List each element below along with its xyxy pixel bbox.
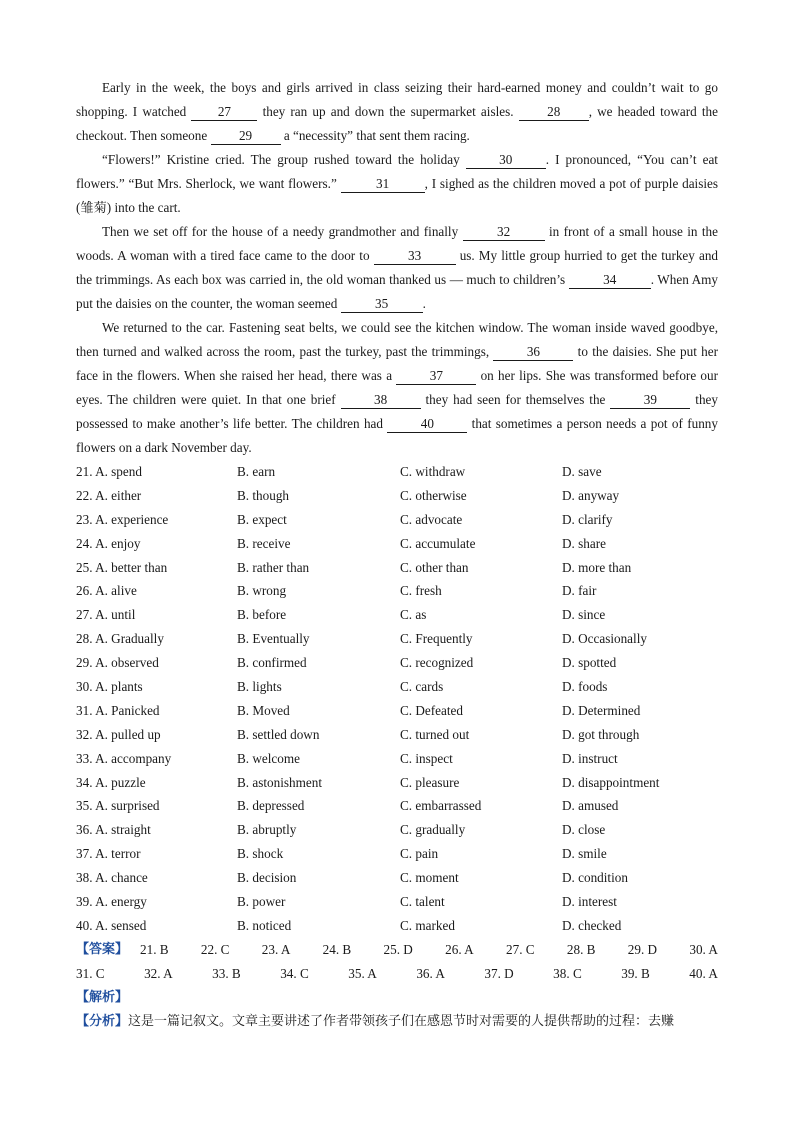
question-number: 23.	[76, 511, 93, 527]
question-row	[76, 866, 718, 890]
question-row	[76, 818, 718, 842]
answer-item: 37. D	[484, 965, 514, 981]
question-row	[76, 484, 718, 508]
passage-text: We returned to the car. Fastening seat belts, we could see the kitchen window. The woman inside waved goodbye, then turned and walked across the room, past the turkey, past the trimmings,	[76, 320, 718, 359]
option-d: D. smile	[562, 846, 607, 862]
option-b: B. lights	[237, 679, 282, 695]
passage-text: . I pronounced, “You can’t eat flowers.” “But Mrs. Sherlock, we want flowers.”	[76, 152, 718, 191]
option-c: C. Frequently	[400, 631, 473, 647]
option-b: B. noticed	[237, 917, 292, 933]
option-c: C. turned out	[400, 726, 470, 742]
blank-31: 31	[341, 176, 425, 193]
question-row	[76, 508, 718, 532]
option-d: D. anyway	[562, 487, 620, 503]
question-number-option-a	[76, 699, 237, 723]
blank-35: 35	[341, 296, 423, 313]
option-b: B. welcome	[237, 750, 300, 766]
option-c: C. pleasure	[400, 774, 460, 790]
question-row	[76, 556, 718, 580]
option-a: A. until	[95, 607, 136, 623]
question-number-option-a	[76, 556, 237, 580]
answer-item: 32. A	[144, 965, 173, 981]
question-row	[76, 699, 718, 723]
answer-item: 31. C	[76, 965, 105, 981]
blank-27: 27	[191, 104, 257, 121]
option-c: C. embarrassed	[400, 798, 482, 814]
passage-text: to the daisies. She put her face in the flowers. When she raised her head, there was a	[76, 344, 718, 383]
answer-item: 25. D	[383, 941, 413, 957]
question-number-option-a	[76, 603, 237, 627]
blank-30: 30	[466, 152, 546, 169]
option-b: B. shock	[237, 846, 284, 862]
option-a: A. straight	[95, 822, 151, 838]
option-b: B. receive	[237, 535, 291, 551]
question-number: 37.	[76, 846, 93, 862]
option-a: A. Panicked	[95, 702, 160, 718]
question-number-option-a	[76, 771, 237, 795]
question-number: 33.	[76, 750, 93, 766]
option-a: A. either	[95, 487, 142, 503]
option-d: D. checked	[562, 917, 622, 933]
passage-text: they ran up and down the supermarket aisles.	[257, 104, 519, 119]
question-options-list	[76, 460, 718, 938]
option-b: B. wrong	[237, 583, 287, 599]
question-number: 25.	[76, 559, 93, 575]
option-d: D. instruct	[562, 750, 618, 766]
question-number: 40.	[76, 917, 93, 933]
option-b: B. though	[237, 487, 290, 503]
question-row	[76, 532, 718, 556]
question-row	[76, 675, 718, 699]
passage-paragraph-1	[76, 76, 718, 148]
option-a: A. enjoy	[95, 535, 141, 551]
question-row	[76, 890, 718, 914]
option-b: B. Moved	[237, 702, 290, 718]
analysis-label-row	[76, 986, 718, 1010]
option-d: D. close	[562, 822, 606, 838]
answer-items-2	[76, 962, 718, 986]
question-number: 22.	[76, 487, 93, 503]
question-number: 35.	[76, 798, 93, 814]
answer-items-1	[140, 938, 718, 962]
question-number: 26.	[76, 583, 93, 599]
answer-item: 40. A	[689, 965, 718, 981]
analysis-label: 【解析】	[76, 989, 129, 1005]
question-number-option-a	[76, 747, 237, 771]
passage-paragraph-2	[76, 148, 718, 220]
question-number-option-a	[76, 651, 237, 675]
question-number-option-a	[76, 675, 237, 699]
passage-text: Then we set off for the house of a needy grandmother and finally	[102, 224, 463, 239]
option-b: B. decision	[237, 870, 297, 886]
option-a: A. Gradually	[95, 631, 164, 647]
question-number: 31.	[76, 702, 93, 718]
answer-row-2	[76, 962, 718, 986]
question-row	[76, 579, 718, 603]
option-b: B. Eventually	[237, 631, 310, 647]
passage-paragraph-3	[76, 220, 718, 316]
question-number: 29.	[76, 655, 93, 671]
option-c: C. as	[400, 607, 427, 623]
answer-item: 22. C	[200, 941, 230, 957]
passage-text: , we headed toward the checkout. Then someone	[76, 104, 719, 143]
option-c: C. talent	[400, 894, 445, 910]
question-number-option-a	[76, 508, 237, 532]
question-number: 30.	[76, 679, 93, 695]
option-a: A. accompany	[95, 750, 172, 766]
option-d: D. fair	[562, 583, 597, 599]
question-number-option-a	[76, 794, 237, 818]
passage-text: “Flowers!” Kristine cried. The group rushed toward the holiday	[102, 152, 466, 167]
question-number: 24.	[76, 535, 93, 551]
option-d: D. more than	[562, 559, 632, 575]
option-b: B. before	[237, 607, 287, 623]
option-d: D. condition	[562, 870, 628, 886]
option-c: C. recognized	[400, 655, 474, 671]
passage-text: us. My little group hurried to get the turkey and the trimmings. As each box was carried in, the old woman thanked us — much to children’s	[76, 248, 719, 287]
option-c: C. inspect	[400, 750, 453, 766]
option-c: C. withdraw	[400, 464, 466, 479]
question-number: 27.	[76, 607, 93, 623]
option-b: B. rather than	[237, 559, 310, 575]
option-d: D. share	[562, 535, 606, 551]
option-a: A. alive	[95, 583, 137, 599]
answer-item: 24. B	[322, 941, 352, 957]
question-row	[76, 460, 718, 484]
question-row	[76, 603, 718, 627]
question-number: 36.	[76, 822, 93, 838]
blank-37: 37	[396, 368, 476, 385]
option-a: A. sensed	[95, 917, 147, 933]
passage-text: , I sighed as the children moved a pot of purple daisies (雏菊) into the cart.	[76, 176, 718, 215]
passage-text: they possessed to make another’s life better. The children had	[76, 392, 718, 431]
option-a: A. pulled up	[95, 726, 161, 742]
question-row	[76, 651, 718, 675]
option-c: C. gradually	[400, 822, 466, 838]
option-d: D. clarify	[562, 511, 613, 527]
blank-36: 36	[493, 344, 573, 361]
question-number-option-a	[76, 627, 237, 651]
option-b: B. settled down	[237, 726, 320, 742]
question-number: 21.	[76, 464, 93, 479]
answer-item: 34. C	[280, 965, 309, 981]
question-number-option-a	[76, 579, 237, 603]
option-b: B. earn	[237, 464, 276, 479]
analysis-text: 这是一篇记叙文。文章主要讲述了作者带领孩子们在感恩节时对需要的人提供帮助的过程：去赚	[128, 1013, 675, 1029]
question-number-option-a	[76, 484, 237, 508]
option-a: A. puzzle	[95, 774, 146, 790]
option-d: D. Determined	[562, 702, 641, 718]
option-b: B. expect	[237, 511, 287, 527]
question-number-option-a	[76, 818, 237, 842]
answer-item: 23. A	[261, 941, 291, 957]
passage-text: that sometimes a person needs a pot of funny flowers on a dark November day.	[76, 416, 718, 455]
blank-34: 34	[569, 272, 651, 289]
question-row	[76, 842, 718, 866]
option-d: D. save	[562, 464, 602, 479]
question-number-option-a	[76, 842, 237, 866]
blank-28: 28	[519, 104, 589, 121]
blank-39: 39	[610, 392, 690, 409]
option-c: C. cards	[400, 679, 444, 695]
question-number: 32.	[76, 726, 93, 742]
option-c: C. accumulate	[400, 535, 476, 551]
option-a: A. surprised	[95, 798, 160, 814]
question-number-option-a	[76, 866, 237, 890]
passage-text: in front of a small house in the woods. A woman with a tired face came to the door to	[76, 224, 718, 263]
document-page	[76, 76, 718, 1033]
option-d: D. disappointment	[562, 774, 660, 790]
answer-item: 38. C	[553, 965, 582, 981]
passage-text: they had seen for themselves the	[420, 392, 611, 407]
passage-text: a “necessity” that sent them racing.	[280, 128, 470, 143]
passage-text: Early in the week, the boys and girls arrived in class seizing their hard-earned money and couldn’t wait to go shopping. I watched	[76, 80, 718, 119]
option-d: D. foods	[562, 679, 608, 695]
blank-32: 32	[463, 224, 545, 241]
option-b: B. power	[237, 894, 286, 910]
option-c: C. Defeated	[400, 702, 463, 718]
passage-paragraph-4	[76, 316, 718, 460]
question-number-option-a	[76, 460, 237, 484]
blank-40: 40	[387, 416, 467, 433]
question-row	[76, 627, 718, 651]
option-a: A. energy	[95, 894, 147, 910]
answer-item: 21. B	[140, 941, 169, 957]
option-d: D. since	[562, 607, 606, 623]
question-number: 34.	[76, 774, 93, 790]
analysis-text-row	[76, 1010, 718, 1034]
question-row	[76, 747, 718, 771]
option-d: D. amused	[562, 798, 619, 814]
blank-33: 33	[374, 248, 456, 265]
option-a: A. experience	[95, 511, 169, 527]
answer-item: 27. C	[506, 941, 535, 957]
option-a: A. plants	[95, 679, 143, 695]
answer-item: 30. A	[689, 941, 718, 957]
option-d: D. Occasionally	[562, 631, 647, 647]
answer-label: 【答案】	[76, 941, 129, 957]
answer-item: 29. D	[627, 941, 658, 957]
question-row	[76, 914, 718, 938]
question-number-option-a	[76, 914, 237, 938]
question-number: 39.	[76, 894, 93, 910]
question-row	[76, 723, 718, 747]
option-d: D. interest	[562, 894, 617, 910]
option-c: C. advocate	[400, 511, 463, 527]
answer-item: 26. A	[445, 941, 474, 957]
question-number: 28.	[76, 631, 93, 647]
option-d: D. got through	[562, 726, 640, 742]
option-a: A. spend	[95, 464, 142, 479]
passage-text: on her lips. She was transformed before our eyes. The children were quiet. In that one brief	[76, 368, 719, 407]
option-b: B. astonishment	[237, 774, 322, 790]
question-number-option-a	[76, 723, 237, 747]
blank-29: 29	[211, 128, 281, 145]
option-b: B. depressed	[237, 798, 305, 814]
option-c: C. moment	[400, 870, 459, 886]
blank-38: 38	[341, 392, 421, 409]
option-a: A. terror	[95, 846, 141, 862]
option-c: C. other than	[400, 559, 469, 575]
answer-item: 35. A	[348, 965, 377, 981]
question-number-option-a	[76, 890, 237, 914]
option-a: A. better than	[95, 559, 168, 575]
analysis-sub-label: 【分析】	[76, 1013, 129, 1029]
option-a: A. observed	[95, 655, 159, 671]
question-row	[76, 771, 718, 795]
question-row	[76, 794, 718, 818]
option-c: C. fresh	[400, 583, 442, 599]
option-b: B. abruptly	[237, 822, 297, 838]
option-c: C. pain	[400, 846, 439, 862]
answer-item: 33. B	[212, 965, 241, 981]
question-number-option-a	[76, 532, 237, 556]
option-a: A. chance	[95, 870, 148, 886]
question-number: 38.	[76, 870, 93, 886]
answer-item: 36. A	[416, 965, 445, 981]
answer-item: 28. B	[566, 941, 596, 957]
answer-item: 39. B	[621, 965, 650, 981]
option-b: B. confirmed	[237, 655, 307, 671]
passage-text: .	[422, 296, 426, 311]
option-d: D. spotted	[562, 655, 617, 671]
answer-row-1	[76, 938, 718, 962]
option-c: C. otherwise	[400, 487, 467, 503]
passage-text: . When Amy put the daisies on the counter, the woman seemed	[76, 272, 719, 311]
option-c: C. marked	[400, 917, 455, 933]
